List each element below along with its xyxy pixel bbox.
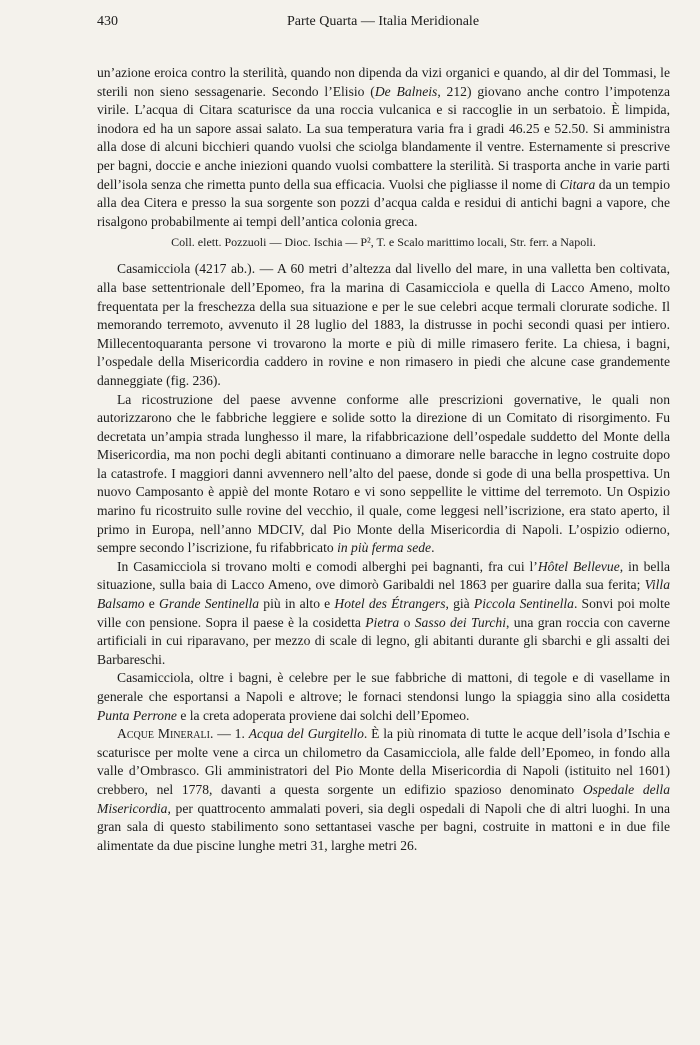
section-label: Acque Minerali. <box>117 726 214 742</box>
running-title: Parte Quarta — Italia Meridionale <box>287 14 480 29</box>
administrative-note: Coll. elett. Pozzuoli — Dioc. Ischia — P², T. e Scalo marittimo locali, Str. ferr. a Napoli. <box>171 235 596 250</box>
paragraph-casamicciola: Casamicciola (4217 ab.). — A 60 metri d’altezza dal livello del mare, in una valletta ben coltivata, alla base settentrionale dell’Epomeo, fra la marina di Casamicciola e quella di Lacco Ameno, molto frequentata per la freschezza della sua situazione e per le sue celebri acque termali clorurate sodiche. Il memorando terremoto, avvenuto il 28 luglio del 1883, la distrusse in pochi secondi quasi per intiero. Millecentoquaranta persone vi trovarono la morte e più di mille rimasero ferite. La chiesa, i bagni, l’ospedale della Misericordia caddero in rovine e non rimasero in piedi che alcune case grandemente danneggiate (fig. 236). <box>97 261 670 388</box>
paragraph-fabbriche: Casamicciola, oltre i bagni, è celebre per le sue fabbriche di mattoni, di tegole e di vasellame in generale che esportansi a Napoli e altrove; le fornaci stendonsi lungo la spiaggia sino alla cosidetta Punta Perrone e la creta adoperata proviene dai solchi dell’Epomeo. <box>97 670 670 723</box>
body-text <box>97 64 670 855</box>
paragraph-citara: un’azione eroica contro la sterilità, quando non dipenda da vizi organici e quando, al dir del Tommasi, le sterili non sieno sessagenarie. Secondo l’Elisio (De Balneis, 212) giovano anche contro l’impotenza virile. L’acqua di Citara scaturisce da una roccia vulcanica e si raccoglie in un serbatoio. È limpida, inodora ed ha un sapore assai salato. La sua temperatura varia fra i gradi 46.25 e 52.50. Si amministra alla dose di alcuni bicchieri quando vuolsi che sciolga blandamente il ventre. Esternamente si prescrive per bagni, doccie e anche iniezioni quando vuolsi combattere la sterilità. Si trasporta anche in varie parti dell’isola senza che rimetta punto della sua efficacia. Vuolsi che pigliasse il nome di Citara da un tempio alla dea Citera e presso la sua sorgente son pozzi d’acqua calda e residui di antichi bagni a vapore, che risalgono probabilmente ai tempi dell’antica colonia greca. <box>97 65 670 229</box>
paragraph-acque-minerali: Acque Minerali. — 1. Acqua del Gurgitello. È la più rinomata di tutte le acque dell’isola d’Ischia e scaturisce per molte vene a circa un chilometro da Casamicciola, alle falde dell’Epomeo, in fondo alla valle d’Ombrasco. Gli amministratori del Pio Monte della Misericordia di Napoli (istituito nel 1601) crebbero, nel 1778, davanti a questa sorgente un edifizio spazioso denominato Ospedale della Misericordia, per quattrocento ammalati poveri, sia degli ospedali di Napoli che di altri luoghi. In una gran sala di questo stabilimento sono settantasei vasche per bagni, costruite in mattoni e in due file alimentate da due piscine lunghe metri 31, larghe metri 26. <box>97 726 671 853</box>
paragraph-ricostruzione: La ricostruzione del paese avvenne conforme alle prescrizioni governative, le quali non autorizzarono che le fabbriche leggiere e solide sotto la direzione di un Comitato di risorgimento. Fu decretata un’ampia strada lunghesso il mare, la rifabbricazione dell’ospedale suddetto del Monte della Misericordia, ma non pochi degli abitanti continuano a dimorare nelle baracche in legno costruite dopo la catastrofe. I maggiori danni avvennero nell’alto del paese, donde si gode di una bella prospettiva. Un nuovo Camposanto è appiè del monte Rotaro e vi sono seppellite le vittime del terremoto. Un Ospizio marino fu ricostruito sulle rovine del vecchio, il quale, come leggesi nell’iscrizione, era stato aperto, il primo in Europa, nell’anno MDCIV, dal Pio Monte della Misericordia di Napoli. L’ospizio odierno, sempre secondo l’iscrizione, fu rifabbricato in più ferma sede. <box>97 391 670 556</box>
page-number: 430 <box>97 14 118 29</box>
paragraph-alberghi: In Casamicciola si trovano molti e comodi alberghi pei bagnanti, fra cui l’Hôtel Bellevue, in bella situazione, sulla baia di Lacco Ameno, ove dimorò Garibaldi nel 1863 per guarire dalla sua ferita; Villa Balsamo e Grande Sentinella più in alto e Hotel des Étrangers, già Piccola Sentinella. Sonvi poi molte ville con pensione. Sopra il paese è la cosidetta Pietra o Sasso dei Turchi, una gran roccia con caverne artificiali in cui riparavano, per mezzo di scale di legno, gli abitanti durante gli sbarchi e gli assalti dei Barbareschi. <box>97 558 671 667</box>
page-header <box>97 10 670 34</box>
